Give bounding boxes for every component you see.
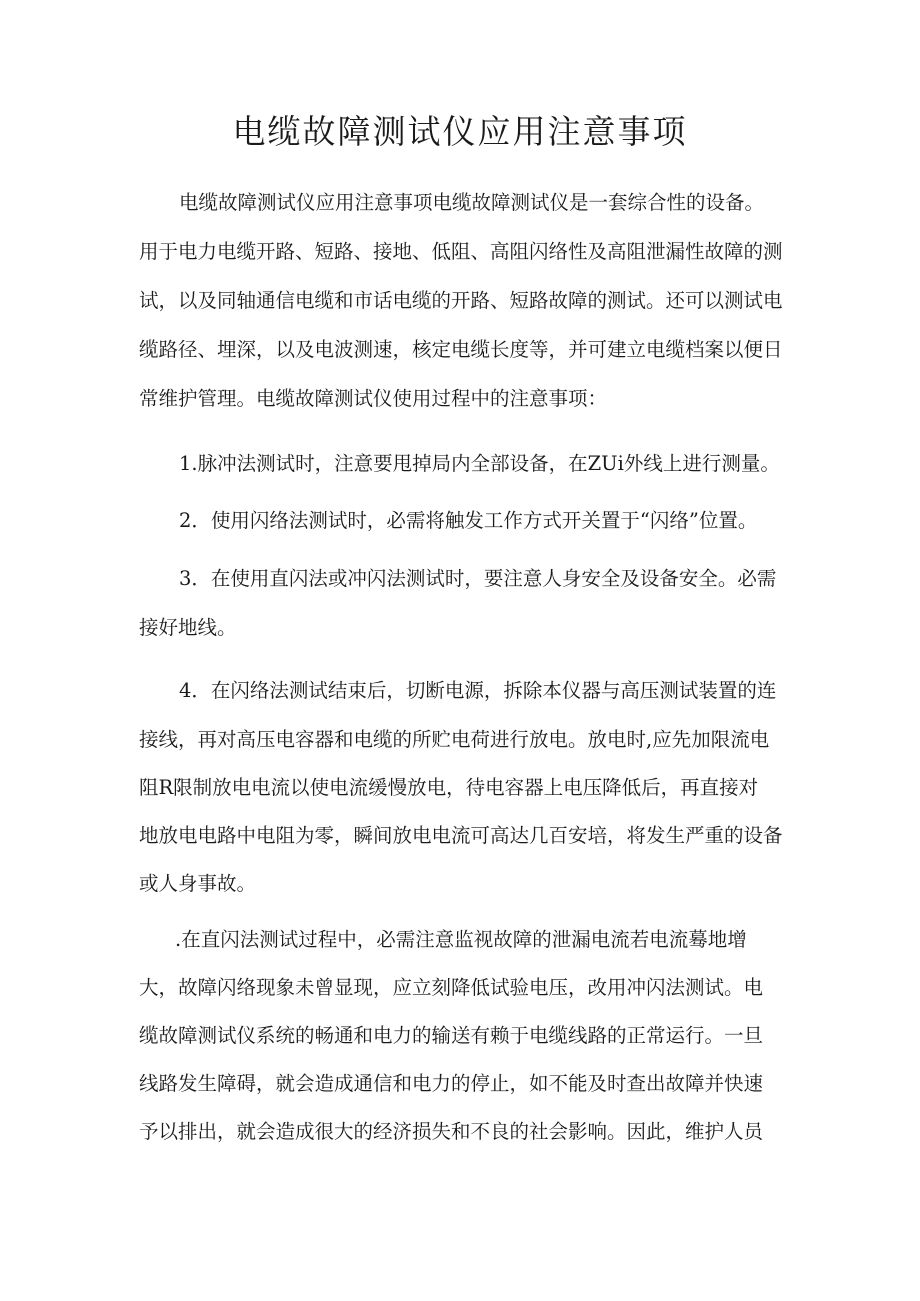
page-title: 电缆故障测试仪应用注意事项 [232, 112, 688, 151]
item-4-line: 4．在闪络法测试结束后，切断电源，拆除本仪器与高压测试装置的连 [179, 679, 777, 702]
item-5-line: 大，故障闪络现象未曾显现，应立刻降低试验电压，改用冲闪法测试。电 [139, 976, 764, 999]
item-5-line: 线路发生障碍，就会造成通信和电力的停止，如不能及时查出故障并快速 [139, 1072, 764, 1095]
item-5-line: 缆故障测试仪系统的畅通和电力的输送有赖于电缆线路的正常运行。一旦 [139, 1024, 764, 1047]
item-5-line: .在直闪法测试过程中，必需注意监视故障的泄漏电流若电流蓦地增 [175, 928, 747, 951]
item-3-line: 接好地线。 [139, 616, 237, 639]
item-5-line: 予以排出，就会造成很大的经济损失和不良的社会影响。因此，维护人员 [139, 1120, 764, 1143]
intro-line: 试，以及同轴通信电缆和市话电缆的开路、短路故障的测试。还可以测试电 [139, 289, 783, 312]
item-2-line: 2．使用闪络法测试时，必需将触发工作方式开关置于“闪络”位置。 [179, 509, 758, 532]
item-4-line: 地放电电路中电阻为零，瞬间放电电流可高达几百安培，将发生严重的设备 [139, 824, 783, 847]
item-4-line: 阻R限制放电电流以使电流缓慢放电，待电容器上电压降低后，再直接对 [139, 776, 759, 799]
intro-line: 电缆故障测试仪应用注意事项电缆故障测试仪是一套综合性的设备。 [179, 191, 765, 214]
item-4-line: 或人身事故。 [139, 872, 257, 895]
item-1-line: 1.脉冲法测试时，注意要甩掉局内全部设备，在ZUi外线上进行测量。 [179, 452, 780, 475]
intro-line: 常维护管理。电缆故障测试仪使用过程中的注意事项： [139, 387, 608, 410]
intro-line: 用于电力电缆开路、短路、接地、低阻、高阻闪络性及高阻泄漏性故障的测 [139, 240, 783, 263]
item-4-line: 接线，再对高压电容器和电缆的所贮电荷进行放电。放电时,应先加限流电 [139, 728, 770, 751]
intro-line: 缆路径、埋深，以及电波测速，核定电缆长度等，并可建立电缆档案以便日 [139, 338, 783, 361]
item-3-line: 3．在使用直闪法或冲闪法测试时，要注意人身安全及设备安全。必需 [179, 567, 777, 590]
